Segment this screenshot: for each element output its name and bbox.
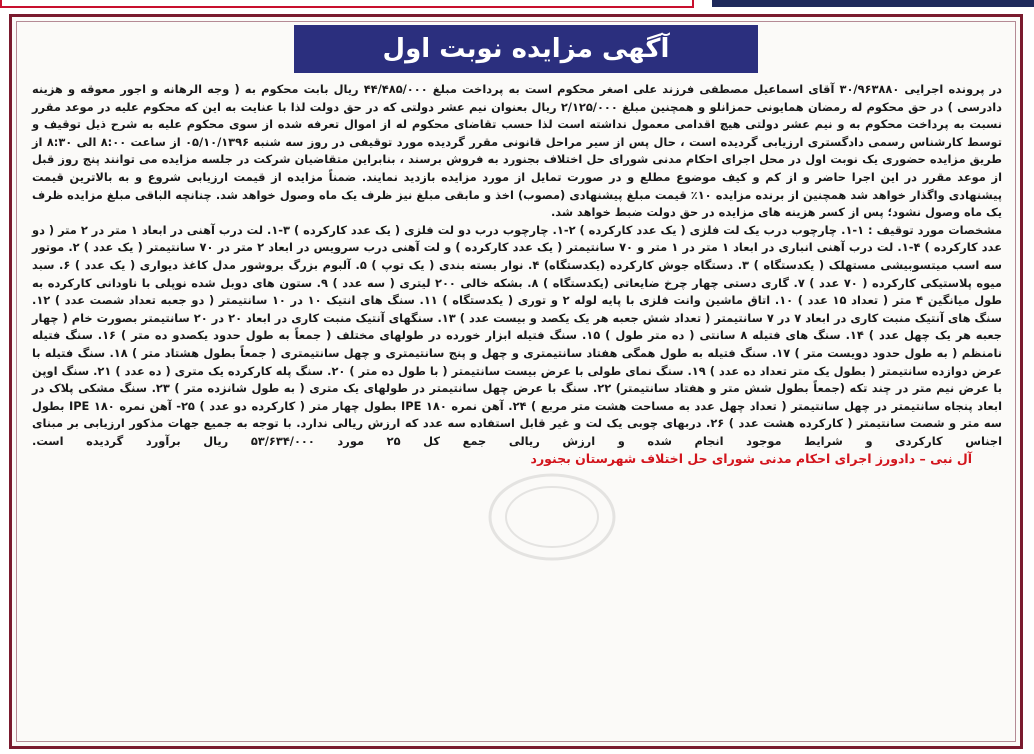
top-red-frame bbox=[0, 0, 694, 8]
auction-notice bbox=[9, 14, 1023, 749]
signature-line: آل نبی – دادورز اجرای احکام مدنی شورای حل اختلاف شهرستان بجنورد bbox=[530, 451, 972, 467]
notice-body bbox=[32, 81, 1002, 469]
seized-items-text: مشخصات مورد توقیف : ۱-۱. چارچوب درب یک لت فلزی ( یک عدد کارکرده ) ۲-۱. چارچوب درب دو لت فلزی ( یک عدد کارکرده ) ۳-۱. لت درب آهنی در ابعاد ۱ متر در ۲ متر ( دو عدد کارکرده ) ۴-۱. لت درب آهنی انباری در ابعاد ۱ متر در ۱ متر و ۷۰ سانتیمتر ( یک عدد کارکرده ) و لت آهنی درب سرویس در ابعاد ۲ متر در ۷۰ سانتیمتر ( یک عدد ) ۲. موتور سه اسب میتسوبیشی مستهلک ( یکدستگاه ) ۳. دستگاه جوش کارکرده (یکدستگاه) ۴. نوار بسته بندی ( یک توپ ) ۵. آلبوم بزرگ بروشور مدل کاغذ دیواری ( یک عدد ) ۶. سبد میوه پلاستیکی کارکرده ( ۷۰ عدد ) ۷. گاری دستی چهار چرخ ضایعاتی (یکدستگاه ) ۸. بشکه خالی ۲۰۰ لیتری ( سه عدد ) ۹. ستون های دوبل شده نوپلی با ناودانی کارکرده به طول میانگین ۴ متر ( تعداد ۱۵ عدد ) ۱۰. اتاق ماشین وانت فلزی با پایه لوله ۲ و توری ( یکدستگاه ) ۱۱. سنگ های انتیک ۱۰ در ۱۰ سانتیمتر ( دو جعبه تعداد شصت عدد ) ۱۲. سنگ های آنتیک منبت کاری در ابعاد ۷ در ۷ سانتیمتر ( تعداد شش جعبه هر یک یکصد و بیست عدد ) ۱۳. سنگهای آنتیک منبت کاری در ابعاد ۲۰ در ۲۰ سانتیمتر بصورت خام ( چهار جعبه هر یک چهل عدد ) ۱۴. سنگ های فتیله ۸ سانتی ( ده متر طول ) ۱۵. سنگ فتیله ابزار خورده در طولهای مختلف ( جمعاً به طول حدود یکصدو ده متر ) ۱۶. سنگ فتیله نامنظم ( به طول حدود دویست متر ) ۱۷. سنگ فتیله به طول همگی هفتاد سانتیمتری و چهل و پنج سانتیمتری و چهل سانتیمتری ( جمعاً بطول هشتاد متر ) ۱۸. سنگ فتیله با عرض دوازده سانتیمتر ( بطول یک متر تعداد ده عدد ) ۱۹. سنگ نمای طولی با عرض بیست سانتیمتر ( با طول ده متر ) ۲۰. سنگ پله کارکرده یک متری ( ده عدد ) ۲۱. سنگ اوپن با عرض نیم متر در چند تکه (جمعاً بطول شش متر و هفتاد سانتیمتر) ۲۲. سنگ با عرض چهل سانتیمتر در طولهای یک متری ( به طول شانزده متر ) ۲۳. سنگ مشکی پلاک در ابعاد پنجاه سانتیمتر در چهل سانتیمتر ( تعداد چهل عدد به مساحت هشت متر مربع ) ۲۴. آهن نمره IPE ۱۸۰ بطول چهار متر ( کارکرده دو عدد ) ۲۵- آهن نمره IPE ۱۸۰ بطول سه متر و شصت سانتیمتر ( کارکرده هشت عدد ) ۲۶. دربهای چوبی یک لت و غیر قابل استفاده سه عدد که ارزش ریالی ندارد. با توجه به جمیع جهات مذکور ارزیابی بر مبنای اجناس کارکردی و شرایط موجود انجام شده و ارزش ریالی جمع کل ۲۵ مورد ۵۳/۶۳۴/۰۰۰ ریال برآورد گردیده است. bbox=[32, 222, 1003, 448]
notice-paragraph-main: در پرونده اجرایی ۳۰/۹۶۳۸۸۰ آقای اسماعیل مصطفی فرزند علی اصغر محکوم است به پرداخت مبلغ ۴۴/۴۸۵/۰۰۰ ریال بابت محکوم به ( وجه الرهانه و اجور معوقه و هزینه دادرسی ) در حق محکوم له رمضان همایونی حمزانلو و همچنین مبلغ ۲/۱۲۵/۰۰۰ ریال بعنوان نیم عشر دولتی که در حق دولت لذا با عنایت به این که محکوم علیه در موعد مقرر نسبت به پرداخت محکوم به و نیم عشر دولتی هیچ اقدامی معمول نداشته است لذا حسب تقاضای محکوم له از اموال تعرفه شده از سوی محکوم علیه به شرح ذیل توقیف و توسط کارشناس رسمی دادگستری ارزیابی گردیده است ، حال پس از سیر مراحل قانونی مقرر گردیده مورد توقیفی در روز سه شنبه ۰۵/۱۰/۱۳۹۶ از ساعت ۸:۰۰ الی ۸:۳۰ از طریق مزایده حضوری یک نوبت اول در محل اجرای احکام مدنی شورای حل اختلاف بجنورد به فروش برسند ، بنابراین متقاضیان شرکت در جلسه مزایده می توانند پنج روز قبل از موعد مقرر در این اجرا حاضر و از کم و کیف موضوع مطلع و در صورت تمایل از مورد مزایده بازدید نمایند. ضمناً مزایده از قیمت ارزیابی شروع و به بالاترین قیمت پیشنهادی واگذار خواهد شد همچنین از برنده مزایده ۱۰٪ قیمت مبلغ پیشنهادی (مصوب) اخذ و مابقی مبلغ نیز ظرف یک ماه وصول خواهد شد. چنانچه الباقی مبلغ مزایده ظرف یک ماه وصول نشود؛ پس از کسر هزینه های مزایده در حق دولت ضبط خواهد شد. bbox=[32, 82, 1002, 220]
top-blue-bar bbox=[712, 0, 1034, 7]
notice-paragraph-items bbox=[32, 222, 1002, 469]
notice-title: آگهی مزایده نوبت اول bbox=[294, 25, 758, 73]
